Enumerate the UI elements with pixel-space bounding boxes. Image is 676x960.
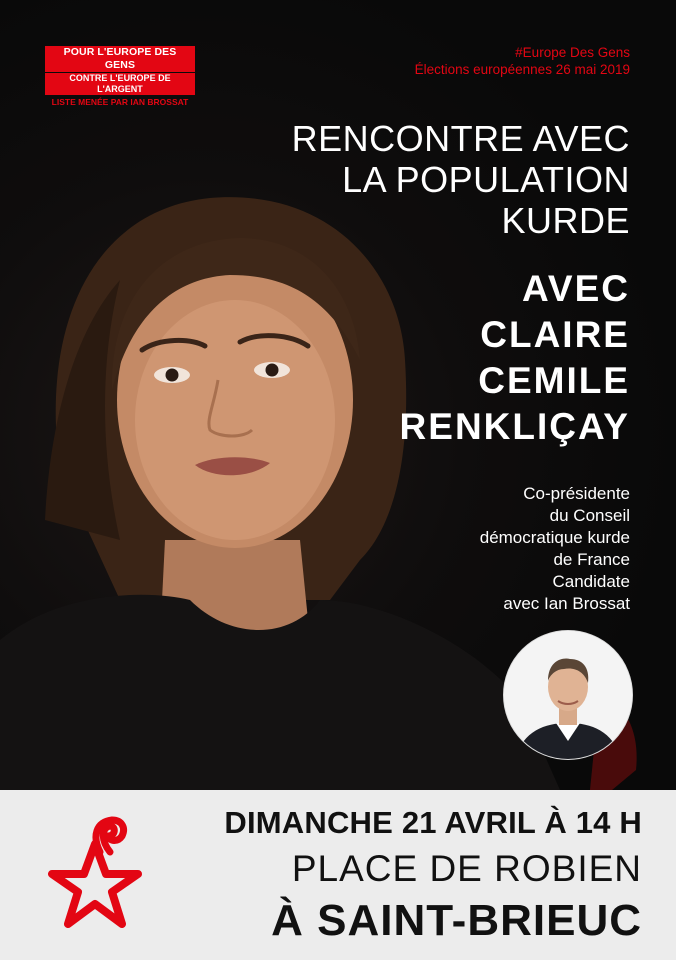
event-city: À SAINT-BRIEUC [271,896,642,945]
headline-line: LA POPULATION [342,159,630,200]
event-place: PLACE DE ROBIEN [291,848,642,889]
event-headline [292,118,630,241]
description-line: de France [553,550,630,569]
candidate-avatar [503,630,633,760]
description-line: avec Ian Brossat [503,594,630,613]
guest-line: CLAIRE [480,314,630,355]
election-tagline [415,44,630,78]
headline-line: RENCONTRE AVEC [291,118,630,159]
logo-line-2: CONTRE L'EUROPE DE L'ARGENT [45,73,195,95]
description-line: Candidate [552,572,630,591]
description-line: Co-présidente [523,484,630,503]
event-date: DIMANCHE 21 AVRIL À 14 H [224,805,642,840]
election-date-text: Élections européennes 26 mai 2019 [414,62,630,77]
headline-line: KURDE [501,200,630,241]
guest-line: RENKLIÇAY [399,406,630,447]
guest-line: AVEC [521,268,630,309]
logo-line-3: LISTE MENÉE PAR IAN BROSSAT [51,97,189,107]
party-logo-block [45,46,195,108]
guest-description [480,483,630,615]
logo-line-1: POUR L'EUROPE DES GENS [45,46,195,72]
star-icon [30,812,160,947]
description-line: démocratique kurde [479,528,630,547]
candidate-portrait [504,631,632,759]
guest-line: CEMILE [478,360,630,401]
guest-name [400,266,630,450]
hashtag-text: #Europe Des Gens [515,45,630,60]
description-line: du Conseil [549,506,630,525]
